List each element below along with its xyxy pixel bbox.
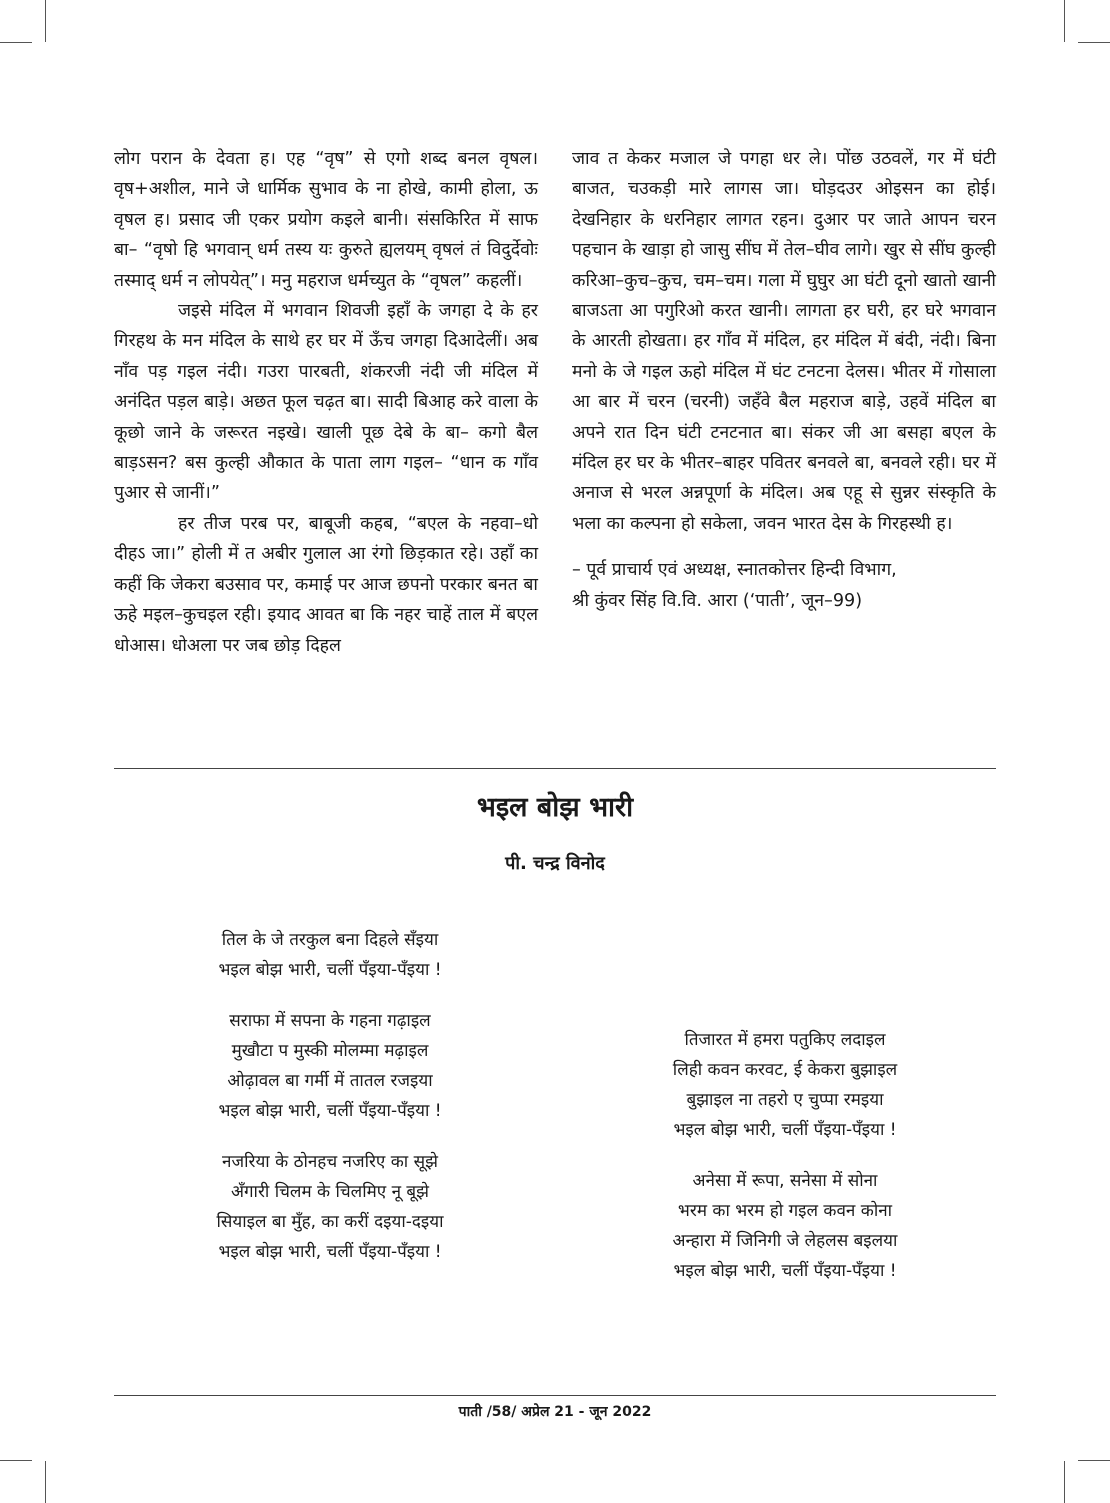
poem-line: भइल बोझ भारी, चलीं पँइया-पँइया ! <box>218 1242 442 1262</box>
credit-line: – पूर्व प्राचार्य एवं अध्यक्ष, स्नातकोत्तर हिन्दी विभाग, <box>572 560 897 581</box>
poem-line: भइल बोझ भारी, चलीं पँइया-पँइया ! <box>218 960 442 980</box>
poem-line: भरम का भरम हो गइल कवन कोना <box>677 1201 893 1221</box>
poem-line: लिही कवन करवट, ई केकरा बुझाइल <box>672 1060 898 1080</box>
poem-left-column <box>175 925 485 1288</box>
poem-line: तिजारत में हमरा पतुकिए लदाइल <box>684 1030 886 1050</box>
article-right-column <box>572 144 996 616</box>
crop-mark <box>1078 42 1110 43</box>
poem-stanza <box>175 1006 485 1126</box>
poem-line: अँगारी चिलम के चिलमिए नू बूझे <box>231 1182 429 1202</box>
poem-line: भइल बोझ भारी, चलीं पँइया-पँइया ! <box>673 1120 897 1140</box>
article-paragraph: जाव त केकर मजाल जे पगहा धर ले। पोंछ उठवलें, गर में घंटी बाजत, चउकड़ी मारे लागस जा। घोड़दउर ओइसन का होई। देखनिहार के धरनिहार लागत रहन। दुआर पर जाते आपन चरन पहचान के खाड़ा हो जासु सींघ में तेल–घीव लागे। खुर से सींघ कुल्ही करिआ–कुच–कुच, चम–चम। गला में घुघुर आ घंटी दूनो खातो खानी बाजऽता आ पगुरिओ करत खानी। लागता हर घरी, हर घरे भगवान के आरती होखता। हर गाँव में मंदिल, हर मंदिल में बंदी, नंदी। बिना मनो के जे गइल ऊहो मंदिल में घंट टनटना देलस। भीतर में गोसाला आ बार में चरन (चरनी) जहँवे बैल महराज बाड़े, उहवें मंदिल बा अपने रात दिन घंटी टनटनात बा। संकर जी आ बसहा बएल के मंदिल हर घर के भीतर–बाहर पवितर बनवले बा, बनवले रही। घर में अनाज से भरल अन्नपूर्णा के मंदिल। अब एहू से सुन्नर संस्कृति के भला का कल्पना हो सकेला, जवन भारत देस के गिरहस्थी ह। <box>572 149 996 534</box>
poem-stanza <box>630 1166 940 1286</box>
poem-line: बुझाइल ना तहरो ए चुप्पा रमइया <box>686 1090 884 1110</box>
poem-line: मुखौटा प मुस्की मोलम्मा मढ़ाइल <box>231 1041 429 1061</box>
crop-mark <box>1064 1461 1065 1503</box>
poem-line: अनेसा में रूपा, सनेसा में सोना <box>692 1171 878 1191</box>
poem-author: पी. चन्द्र विनोद <box>505 853 605 874</box>
author-credit <box>572 555 996 616</box>
article-paragraph: जइसे मंदिल में भगवान शिवजी इहाँ के जगहा दे के हर गिरहथ के मन मंदिल के साथे हर घर में ऊँच जगहा दिआदेलीं। अब नाँव पड़ गइल नंदी। गउरा पारबती, शंकरजी नंदी जी मंदिल में अनंदित पड़ल बाड़े। अछत फूल चढ़त बा। सादी बिआह करे वाला के कूछो जाने के जरूरत नइखे। खाली पूछ देबे के बा– कगो बैल बाड़ऽसन? बस कुल्ही औकात के पाता लाग गइल– “धान क गाँव पुआर से जानीं।” <box>114 301 538 504</box>
footer-divider <box>114 1395 996 1396</box>
credit-line: श्री कुंवर सिंह वि.वि. आरा (‘पाती’, जून–99) <box>572 590 863 611</box>
page-footer: पाती /58/ अप्रेल 21 - जून 2022 <box>458 1404 652 1420</box>
poem-line: नजरिया के ठोनहच नजरिए का सूझे <box>222 1152 438 1172</box>
poem-line: ओढ़ावल बा गर्मी में तातल रजइया <box>227 1071 433 1091</box>
article-left-column <box>114 144 538 661</box>
crop-mark <box>1064 0 1065 42</box>
poem-line: भइल बोझ भारी, चलीं पँइया-पँइया ! <box>673 1261 897 1281</box>
crop-mark <box>0 1460 32 1461</box>
poem-stanza <box>175 925 485 985</box>
poem-right-column <box>630 1025 940 1307</box>
crop-mark <box>1078 1460 1110 1461</box>
crop-mark <box>45 1461 46 1503</box>
article-paragraph: हर तीज परब पर, बाबूजी कहब, “बएल के नहवा–धो दीहऽ जा।” होली में त अबीर गुलाल आ रंगो छिड़कात रहे। उहाँ का कहीं कि जेकरा बउसाव पर, कमाई पर आज छपनो परकार बनत बा ऊहे मइल–कुचइल रही। इयाद आवत बा कि नहर चाहें ताल में बएल धोआस। धोअला पर जब छोड़ दिहल <box>114 513 538 656</box>
crop-mark <box>0 42 32 43</box>
poem-line: अन्हारा में जिनिगी जे लेहलस बइलया <box>672 1231 898 1251</box>
poem-stanza <box>175 1147 485 1267</box>
poem-line: तिल के जे तरकुल बना दिहले सँइया <box>221 930 439 950</box>
poem-line: सियाइल बा मुँह, का करीं दइया-दइया <box>216 1212 444 1232</box>
article-paragraph: लोग परान के देवता ह। एह “वृष” से एगो शब्द बनल वृषल। वृष+अशील, माने जे धार्मिक सुभाव के ना होखे, कामी होला, ऊ वृषल ह। प्रसाद जी एकर प्रयोग कइले बानी। संसकिरित में साफ बा– “वृषो हि भगवान् धर्म तस्य यः कुरुते ह्यलयम् वृषलं तं विदुर्देवोः तस्माद् धर्म न लोपयेत्”। मनु महराज धर्मच्युत के “वृषल” कहलीं। <box>114 149 538 291</box>
poem-stanza <box>630 1025 940 1145</box>
crop-mark <box>45 0 46 42</box>
poem-line: भइल बोझ भारी, चलीं पँइया-पँइया ! <box>218 1101 442 1121</box>
section-divider <box>114 768 996 769</box>
poem-title: भइल बोझ भारी <box>476 792 634 823</box>
poem-line: सराफा में सपना के गहना गढ़ाइल <box>229 1011 431 1031</box>
